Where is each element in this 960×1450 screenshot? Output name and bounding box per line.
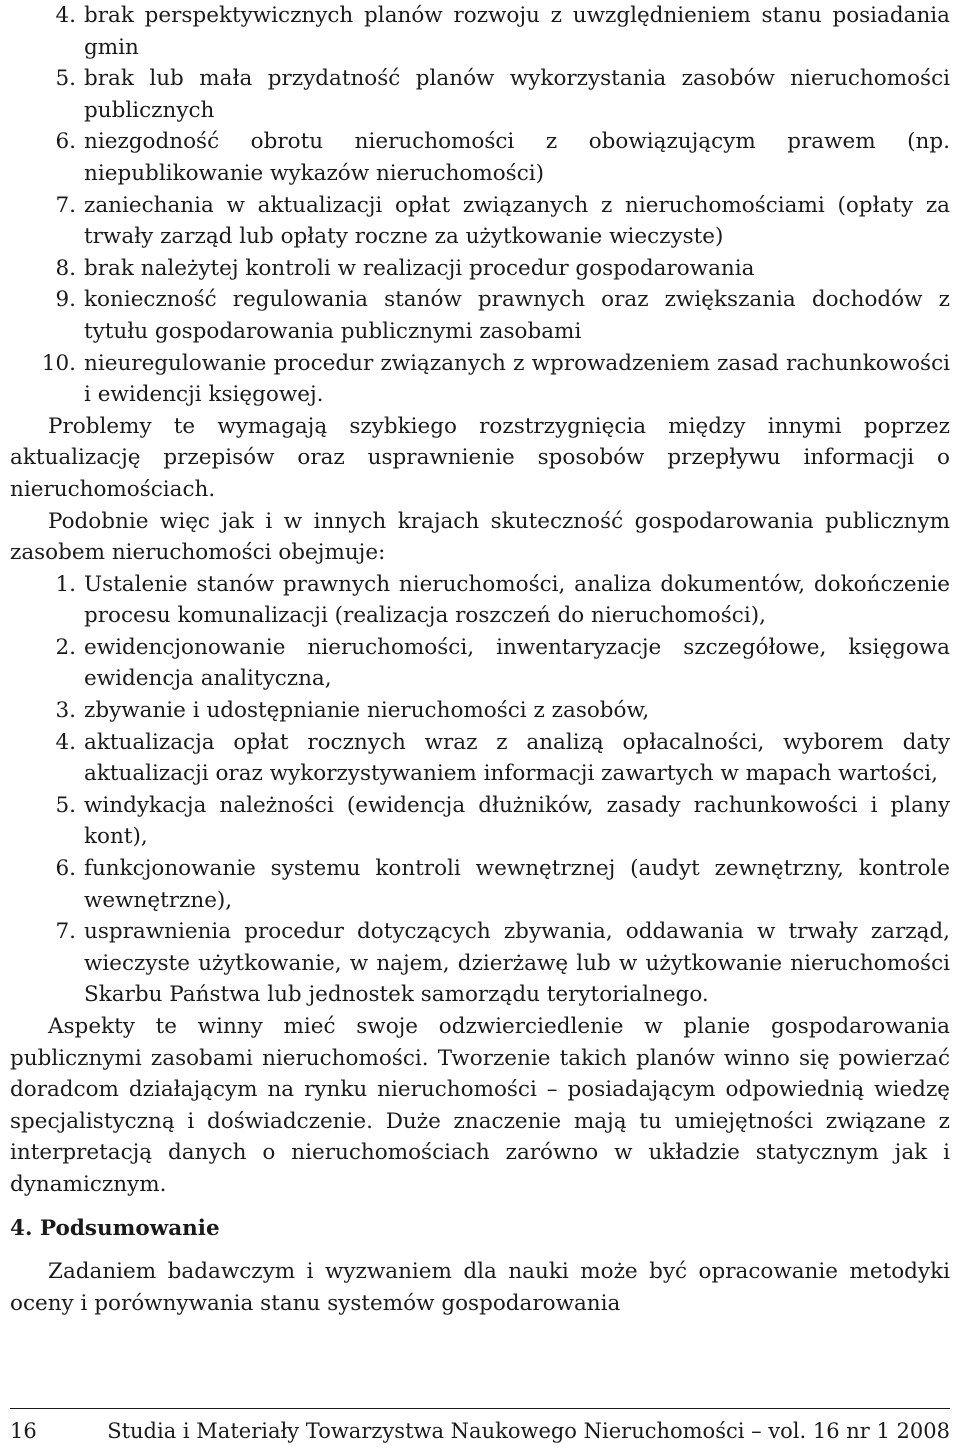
list-item xyxy=(10,190,950,253)
list-item xyxy=(10,63,950,126)
section-heading: 4. Podsumowanie xyxy=(10,1215,220,1241)
list-item xyxy=(10,727,950,790)
list-item-text: ewidencjonowanie nieruchomości, inwentaryzacje szczegółowe, księgowa ewidencja analityczna, xyxy=(84,634,950,692)
list-item-number: 4. xyxy=(55,3,76,28)
list-item xyxy=(10,284,950,347)
list-item xyxy=(10,695,950,727)
paragraph-similarly: Podobnie więc jak i w innych krajach skuteczność gospodarowania publicznym zasobem nieruchomości obejmuje: xyxy=(10,508,950,566)
list-item-text: nieuregulowanie procedur związanych z wprowadzeniem zasad rachunkowości i ewidencji księgowej. xyxy=(84,350,950,408)
list-item-text: zbywanie i udostępnianie nieruchomości z zasobów, xyxy=(84,698,650,724)
list-item xyxy=(10,0,950,63)
list-item-number: 3. xyxy=(55,698,76,724)
list-item-text: brak lub mała przydatność planów wykorzystania zasobów nieruchomości publicznych xyxy=(84,66,950,123)
list-item-number: 10. xyxy=(41,350,76,376)
list-item xyxy=(10,126,950,189)
list-item-text: konieczność regulowania stanów prawnych oraz zwiększania dochodów z tytułu gospodarowania publicznymi zasobami xyxy=(84,287,950,344)
list-item xyxy=(10,853,950,916)
page-footer xyxy=(10,1408,950,1443)
list-item xyxy=(10,253,950,285)
page-number: 16 xyxy=(10,1419,37,1443)
list-item-number: 5. xyxy=(55,66,76,92)
list-item-number: 9. xyxy=(55,287,76,313)
list-item-text: brak należytej kontroli w realizacji procedur gospodarowania xyxy=(84,255,755,281)
list-item-text: funkcjonowanie systemu kontroli wewnętrznej (audyt zewnętrzny, kontrole wewnętrzne), xyxy=(84,856,950,913)
list-item-text: brak perspektywicznych planów rozwoju z uwzględnieniem stanu posiadania gmin xyxy=(84,3,950,60)
list-item-number: 8. xyxy=(55,255,76,281)
list-item xyxy=(10,569,950,632)
list-item-number: 6. xyxy=(55,129,76,155)
list-item-text: niezgodność obrotu nieruchomości z obowiązującym prawem (np. niepublikowanie wykazów nieruchomości) xyxy=(84,129,950,186)
document-page xyxy=(10,0,950,1319)
problems-list xyxy=(10,0,950,411)
list-item-text: windykacja należności (ewidencja dłużników, zasady rachunkowości i plany kont), xyxy=(84,792,950,850)
list-item-number: 5. xyxy=(55,792,76,818)
paragraph-summary: Zadaniem badawczym i wyzwaniem dla nauki może być opracowanie metodyki oceny i porównywania stanu systemów gospodarowania xyxy=(10,1259,950,1316)
list-item xyxy=(10,632,950,695)
list-item-number: 7. xyxy=(55,192,76,218)
list-item-number: 7. xyxy=(55,919,76,945)
paragraph-aspects: Aspekty te winny mieć swoje odzwierciedlenie w planie gospodarowania publicznymi zasobami nieruchomości. Tworzenie takich planów winno się powierzać doradcom działającym na rynku nieruchomości – posiadającym odpowiednią wiedzę specjalistyczną i doświadczenie. Duże znaczenie mają tu umiejętności związane z interpretacją danych o nieruchomościach zarówno w układzie statycznym jak i dynamicznym. xyxy=(10,1014,950,1197)
list-item xyxy=(10,790,950,853)
paragraph-problems: Problemy te wymagają szybkiego rozstrzygnięcia między innymi poprzez aktualizację przepisów oraz usprawnienie sposobów przepływu informacji o nieruchomościach. xyxy=(10,413,950,502)
efficiency-list xyxy=(10,569,950,1011)
list-item-text: aktualizacja opłat rocznych wraz z analizą opłacalności, wyborem daty aktualizacji oraz wykorzystywaniem informacji zawartych w mapach wartości, xyxy=(84,729,950,787)
list-item-number: 6. xyxy=(55,856,76,882)
list-item-text: zaniechania w aktualizacji opłat związanych z nieruchomościami (opłaty za trwały zarząd lub opłaty roczne za użytkowanie wieczyste) xyxy=(84,192,950,250)
list-item-number: 4. xyxy=(55,729,76,755)
journal-title: Studia i Materiały Towarzystwa Naukowego Nieruchomości – vol. 16 nr 1 2008 xyxy=(107,1419,950,1443)
list-item-number: 2. xyxy=(55,634,76,660)
list-item-text: usprawnienia procedur dotyczących zbywania, oddawania w trwały zarząd, wieczyste użytkowanie, w najem, dzierżawę lub w użytkowanie nieruchomości Skarbu Państwa lub jednostek samorządu terytorialnego. xyxy=(84,919,950,1008)
list-item-text: Ustalenie stanów prawnych nieruchomości, analiza dokumentów, dokończenie procesu komunalizacji (realizacja roszczeń do nieruchomości), xyxy=(84,571,950,629)
list-item xyxy=(10,916,950,1011)
list-item-number: 1. xyxy=(55,571,76,597)
list-item xyxy=(10,348,950,411)
